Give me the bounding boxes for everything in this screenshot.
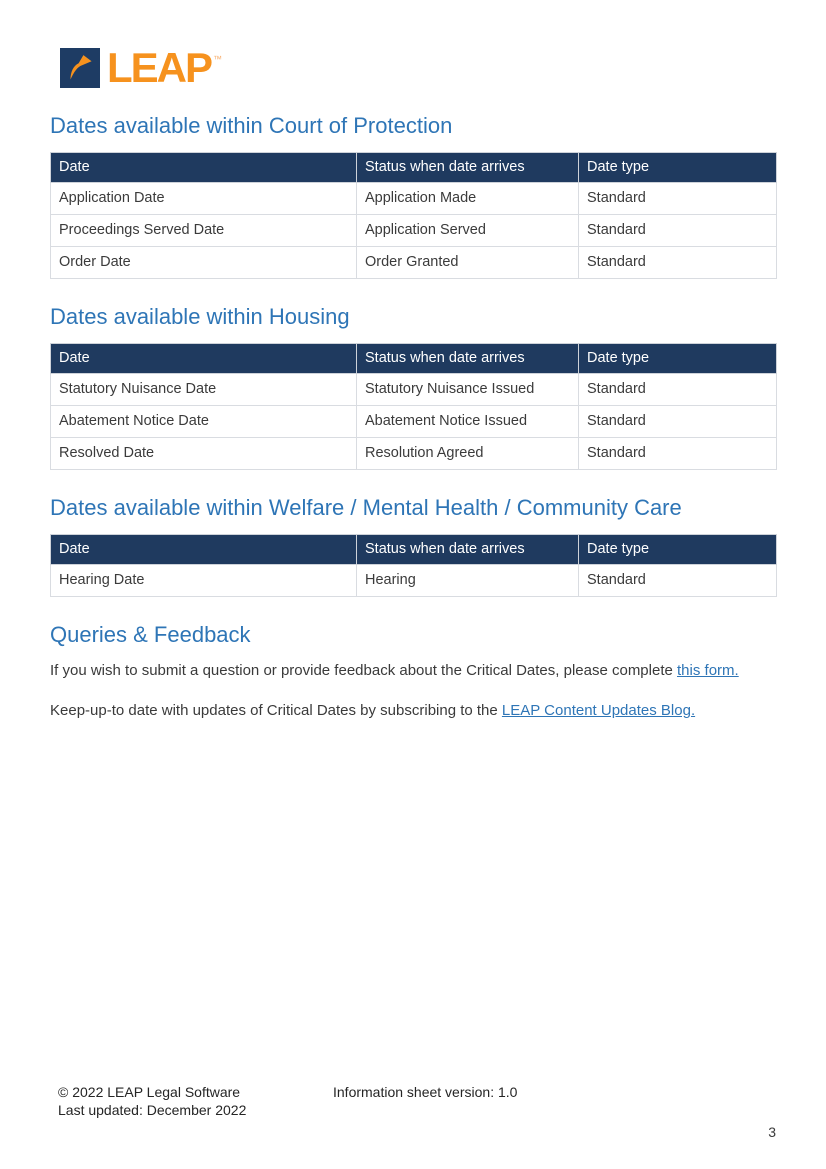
section-title-welfare: Dates available within Welfare / Mental Health / Community Care — [50, 495, 682, 520]
feedback-text: If you wish to submit a question or provide feedback about the Critical Dates, please complete — [50, 662, 673, 679]
footer-left — [58, 1083, 246, 1119]
column-header-status: Status when date arrives — [357, 535, 579, 565]
updates-paragraph — [50, 702, 776, 720]
this-form-link[interactable]: this form. — [677, 662, 739, 679]
section-title-court-of-protection: Dates available within Court of Protection — [50, 113, 453, 138]
cell-date-type: Standard — [579, 183, 777, 215]
cell-date-type: Standard — [579, 565, 777, 597]
column-header-date: Date — [51, 344, 357, 374]
cell-status: Order Granted — [357, 247, 579, 279]
table-row — [51, 183, 777, 215]
trademark-symbol: ™ — [213, 54, 223, 64]
cell-status: Resolution Agreed — [357, 438, 579, 470]
column-header-date-type: Date type — [579, 535, 777, 565]
leap-logo — [60, 44, 776, 91]
table-header-row — [51, 153, 777, 183]
version-text: Information sheet version: 1.0 — [333, 1084, 518, 1100]
cell-status: Application Made — [357, 183, 579, 215]
column-header-date: Date — [51, 535, 357, 565]
updates-text: Keep-up-to date with updates of Critical Dates by subscribing to the — [50, 702, 498, 719]
section-court-of-protection — [50, 113, 776, 279]
section-housing — [50, 304, 776, 470]
table-row — [51, 565, 777, 597]
leap-logo-text: LEAP — [107, 44, 212, 91]
cell-date-type: Standard — [579, 406, 777, 438]
section-title-queries-feedback: Queries & Feedback — [50, 622, 251, 647]
cell-date-type: Standard — [579, 215, 777, 247]
table-row — [51, 406, 777, 438]
cell-date: Proceedings Served Date — [51, 215, 357, 247]
column-header-date: Date — [51, 153, 357, 183]
leap-logo-mark — [60, 48, 100, 88]
cell-date-type: Standard — [579, 374, 777, 406]
cell-status: Abatement Notice Issued — [357, 406, 579, 438]
feedback-paragraph — [50, 662, 776, 680]
cell-date: Abatement Notice Date — [51, 406, 357, 438]
section-title-housing: Dates available within Housing — [50, 304, 350, 329]
page-number: 3 — [768, 1124, 776, 1140]
cell-date: Order Date — [51, 247, 357, 279]
cell-date: Hearing Date — [51, 565, 357, 597]
content-updates-blog-link[interactable]: LEAP Content Updates Blog. — [501, 702, 696, 719]
dates-table-welfare — [50, 534, 777, 597]
cell-date: Statutory Nuisance Date — [51, 374, 357, 406]
cell-status: Hearing — [357, 565, 579, 597]
cell-date-type: Standard — [579, 438, 777, 470]
last-updated-text: Last updated: December 2022 — [58, 1102, 247, 1118]
copyright-text: © 2022 LEAP Legal Software — [58, 1084, 241, 1100]
table-header-row — [51, 344, 777, 374]
table-row — [51, 374, 777, 406]
table-row — [51, 215, 777, 247]
cell-status: Statutory Nuisance Issued — [357, 374, 579, 406]
table-header-row — [51, 535, 777, 565]
table-row — [51, 247, 777, 279]
column-header-status: Status when date arrives — [357, 153, 579, 183]
leap-arrow-icon — [63, 51, 97, 85]
table-row — [51, 438, 777, 470]
section-welfare-mental-health-community-care — [50, 495, 776, 597]
dates-table-court-of-protection — [50, 152, 777, 279]
cell-date: Resolved Date — [51, 438, 357, 470]
cell-date-type: Standard — [579, 247, 777, 279]
section-queries-feedback — [50, 622, 776, 720]
cell-status: Application Served — [357, 215, 579, 247]
column-header-status: Status when date arrives — [357, 344, 579, 374]
column-header-date-type: Date type — [579, 344, 777, 374]
dates-table-housing — [50, 343, 777, 470]
cell-date: Application Date — [51, 183, 357, 215]
column-header-date-type: Date type — [579, 153, 777, 183]
